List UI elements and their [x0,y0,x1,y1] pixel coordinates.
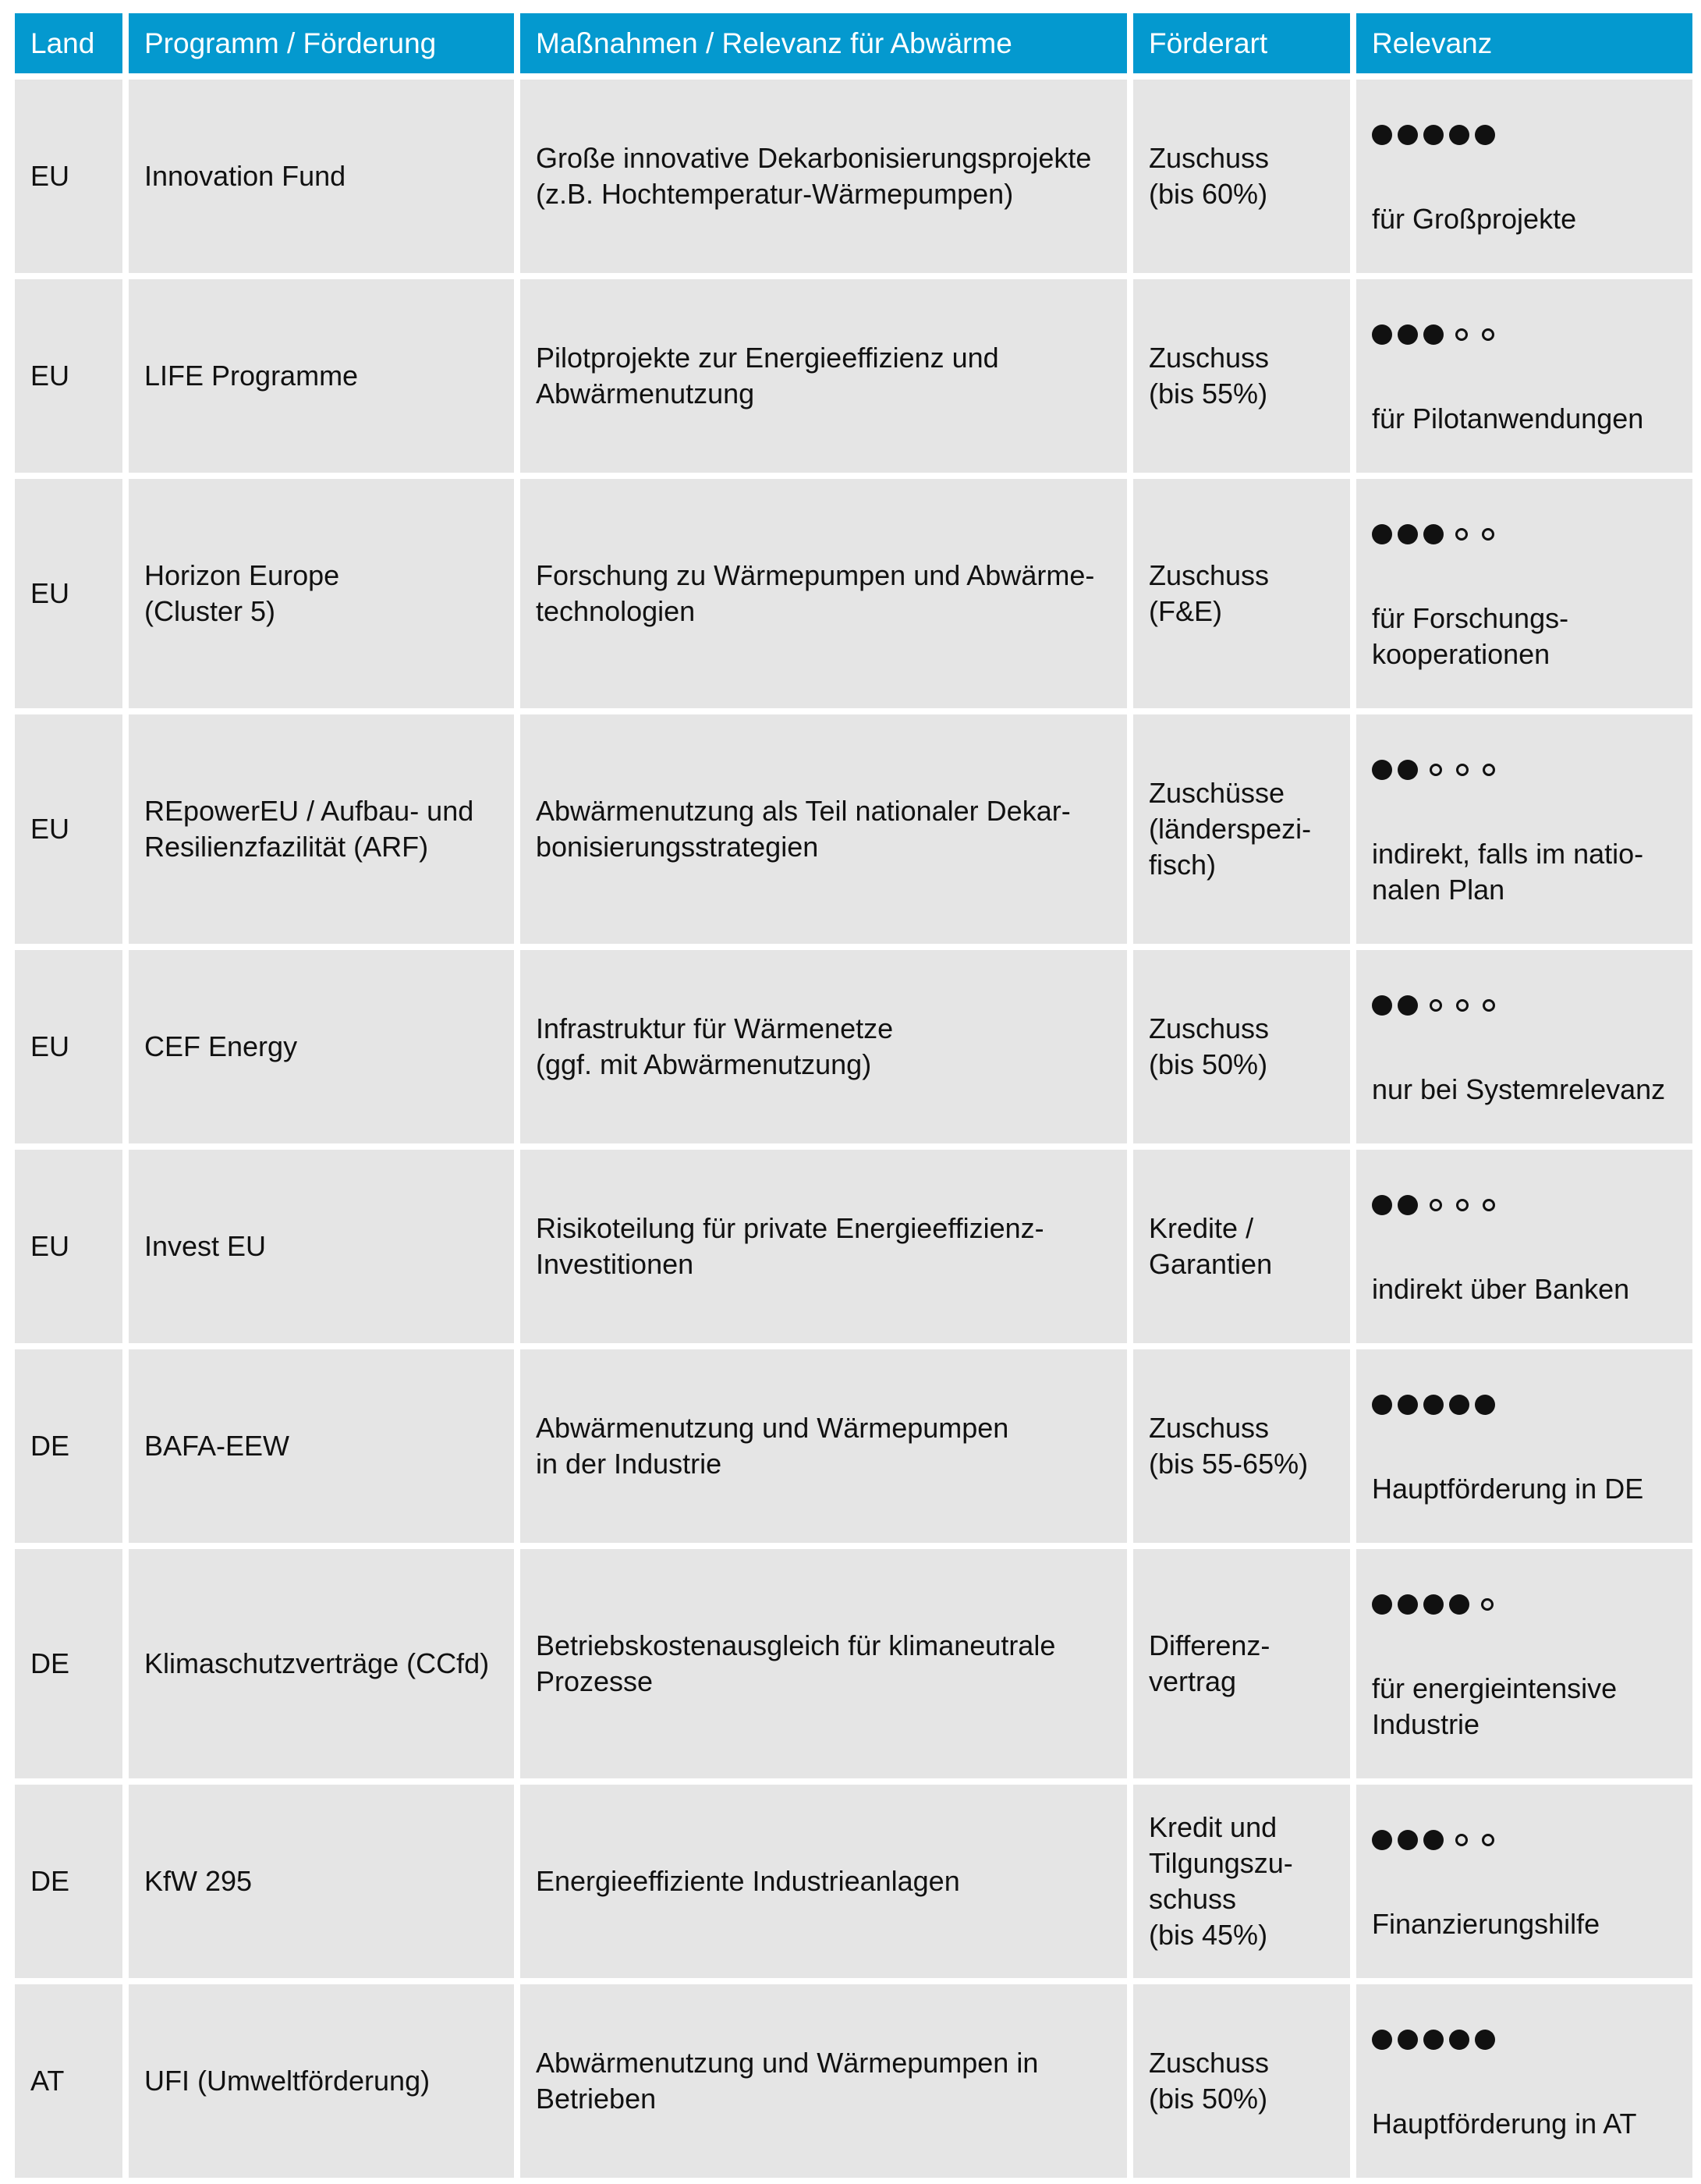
empty-dot-icon [1482,1834,1494,1846]
relevance-rating [1372,986,1677,1022]
cell-massnahmen: Abwärmenutzung als Teil nationaler Dekar- bonisierungsstrategien [520,714,1127,944]
cell-massnahmen: Energieeffiziente Industrieanlagen [520,1785,1127,1978]
filled-dot-icon [1372,1830,1392,1850]
filled-dot-icon [1449,125,1469,145]
cell-relevanz [1356,479,1692,708]
empty-dot-icon [1483,1199,1495,1211]
cell-foerderart: Zuschuss (F&E) [1133,479,1350,708]
filled-dot-icon [1449,1594,1469,1615]
filled-dot-icon [1372,760,1392,780]
cell-massnahmen: Abwärmenutzung und Wärmepumpen in Betrieben [520,1984,1127,2178]
filled-dot-icon [1475,125,1495,145]
filled-dot-icon [1372,125,1392,145]
filled-dot-icon [1398,524,1418,544]
cell-massnahmen: Forschung zu Wärmepumpen und Abwärme- technologien [520,479,1127,708]
cell-massnahmen: Infrastruktur für Wärmenetze (ggf. mit Abwärmenutzung) [520,950,1127,1143]
table-row [15,1349,1692,1543]
cell-programm: Horizon Europe (Cluster 5) [129,479,514,708]
relevance-rating [1372,115,1677,151]
filled-dot-icon [1372,524,1392,544]
cell-land: EU [15,950,122,1143]
cell-massnahmen: Pilotprojekte zur Energieeffizienz und Abwärmenutzung [520,279,1127,473]
empty-dot-icon [1455,528,1468,541]
cell-foerderart: Zuschuss (bis 50%) [1133,1984,1350,2178]
filled-dot-icon [1475,2030,1495,2050]
filled-dot-icon [1423,125,1444,145]
filled-dot-icon [1398,1594,1418,1615]
cell-relevanz [1356,1150,1692,1343]
empty-dot-icon [1430,1199,1442,1211]
filled-dot-icon [1449,2030,1469,2050]
relevance-text: nur bei Systemrelevanz [1372,1073,1666,1105]
cell-foerderart: Zuschuss (bis 55-65%) [1133,1349,1350,1543]
empty-dot-icon [1455,1834,1468,1846]
relevance-rating [1372,1585,1677,1621]
cell-foerderart: Kredit und Tilgungszu- schuss (bis 45%) [1133,1785,1350,1978]
relevance-text: Finanzierungshilfe [1372,1908,1600,1940]
filled-dot-icon [1423,1830,1444,1850]
empty-dot-icon [1456,999,1469,1012]
table-row [15,1785,1692,1978]
relevance-rating [1372,1821,1677,1856]
empty-dot-icon [1482,528,1494,541]
empty-dot-icon [1456,764,1469,776]
header-foerderart: Förderart [1133,13,1350,73]
empty-dot-icon [1482,328,1494,341]
relevance-text: indirekt über Banken [1372,1273,1630,1305]
table-row [15,1150,1692,1343]
empty-dot-icon [1430,764,1442,776]
cell-programm: KfW 295 [129,1785,514,1978]
relevance-text: für Pilotanwendungen [1372,402,1644,434]
filled-dot-icon [1372,995,1392,1016]
relevance-text: indirekt, falls im natio- nalen Plan [1372,838,1644,906]
filled-dot-icon [1398,1830,1418,1850]
filled-dot-icon [1372,1395,1392,1415]
filled-dot-icon [1449,1395,1469,1415]
filled-dot-icon [1398,125,1418,145]
table-row [15,479,1692,708]
header-massnahmen: Maßnahmen / Relevanz für Abwärme [520,13,1127,73]
cell-land: EU [15,714,122,944]
cell-foerderart: Zuschüsse (länderspezi- fisch) [1133,714,1350,944]
cell-programm: Invest EU [129,1150,514,1343]
empty-dot-icon [1481,1598,1494,1611]
funding-table [9,7,1699,2184]
filled-dot-icon [1423,324,1444,345]
cell-land: EU [15,279,122,473]
filled-dot-icon [1372,324,1392,345]
cell-programm: UFI (Umweltförderung) [129,1984,514,2178]
cell-programm: Klimaschutzverträge (CCfd) [129,1549,514,1778]
cell-relevanz [1356,1785,1692,1978]
relevance-rating [1372,750,1677,786]
cell-massnahmen: Große innovative Dekarbonisierungsprojekte (z.B. Hochtemperatur-Wärmepumpen) [520,80,1127,273]
cell-relevanz [1356,279,1692,473]
empty-dot-icon [1483,764,1495,776]
filled-dot-icon [1475,1395,1495,1415]
table-row [15,80,1692,273]
filled-dot-icon [1398,1195,1418,1215]
cell-relevanz [1356,1984,1692,2178]
relevance-text: Hauptförderung in DE [1372,1473,1644,1505]
relevance-text: für energieintensive Industrie [1372,1672,1618,1740]
filled-dot-icon [1423,2030,1444,2050]
cell-massnahmen: Abwärmenutzung und Wärmepumpen in der Industrie [520,1349,1127,1543]
header-programm: Programm / Förderung [129,13,514,73]
relevance-text: für Großprojekte [1372,203,1577,235]
cell-land: DE [15,1785,122,1978]
filled-dot-icon [1423,1395,1444,1415]
cell-land: EU [15,80,122,273]
empty-dot-icon [1430,999,1442,1012]
cell-relevanz [1356,80,1692,273]
filled-dot-icon [1398,760,1418,780]
filled-dot-icon [1398,324,1418,345]
cell-land: EU [15,1150,122,1343]
funding-table-container [15,13,1692,2178]
header-land: Land [15,13,122,73]
cell-foerderart: Zuschuss (bis 50%) [1133,950,1350,1143]
cell-land: DE [15,1549,122,1778]
table-row [15,1549,1692,1778]
filled-dot-icon [1372,1594,1392,1615]
cell-relevanz [1356,1349,1692,1543]
filled-dot-icon [1398,1395,1418,1415]
cell-foerderart: Zuschuss (bis 55%) [1133,279,1350,473]
relevance-rating [1372,315,1677,351]
relevance-text: für Forschungs- kooperationen [1372,602,1569,670]
cell-land: DE [15,1349,122,1543]
cell-relevanz [1356,950,1692,1143]
header-relevanz: Relevanz [1356,13,1692,73]
filled-dot-icon [1398,995,1418,1016]
filled-dot-icon [1398,2030,1418,2050]
cell-relevanz [1356,1549,1692,1778]
table-row [15,279,1692,473]
cell-programm: CEF Energy [129,950,514,1143]
cell-foerderart: Differenz- vertrag [1133,1549,1350,1778]
cell-foerderart: Kredite / Garantien [1133,1150,1350,1343]
cell-land: EU [15,479,122,708]
cell-programm: REpowerEU / Aufbau- und Resilienzfazilität (ARF) [129,714,514,944]
cell-massnahmen: Risikoteilung für private Energieeffizienz- Investitionen [520,1150,1127,1343]
cell-programm: LIFE Programme [129,279,514,473]
cell-programm: Innovation Fund [129,80,514,273]
relevance-rating [1372,2020,1677,2056]
filled-dot-icon [1423,524,1444,544]
table-row [15,1984,1692,2178]
filled-dot-icon [1372,1195,1392,1215]
cell-land: AT [15,1984,122,2178]
filled-dot-icon [1372,2030,1392,2050]
relevance-rating [1372,1385,1677,1421]
table-row [15,714,1692,944]
relevance-rating [1372,1186,1677,1221]
empty-dot-icon [1456,1199,1469,1211]
cell-programm: BAFA-EEW [129,1349,514,1543]
cell-massnahmen: Betriebskostenausgleich für klimaneutrale Prozesse [520,1549,1127,1778]
cell-relevanz [1356,714,1692,944]
filled-dot-icon [1423,1594,1444,1615]
relevance-text: Hauptförderung in AT [1372,2108,1637,2140]
table-row [15,950,1692,1143]
relevance-rating [1372,515,1677,551]
empty-dot-icon [1483,999,1495,1012]
empty-dot-icon [1455,328,1468,341]
table-header-row [15,13,1692,73]
cell-foerderart: Zuschuss (bis 60%) [1133,80,1350,273]
